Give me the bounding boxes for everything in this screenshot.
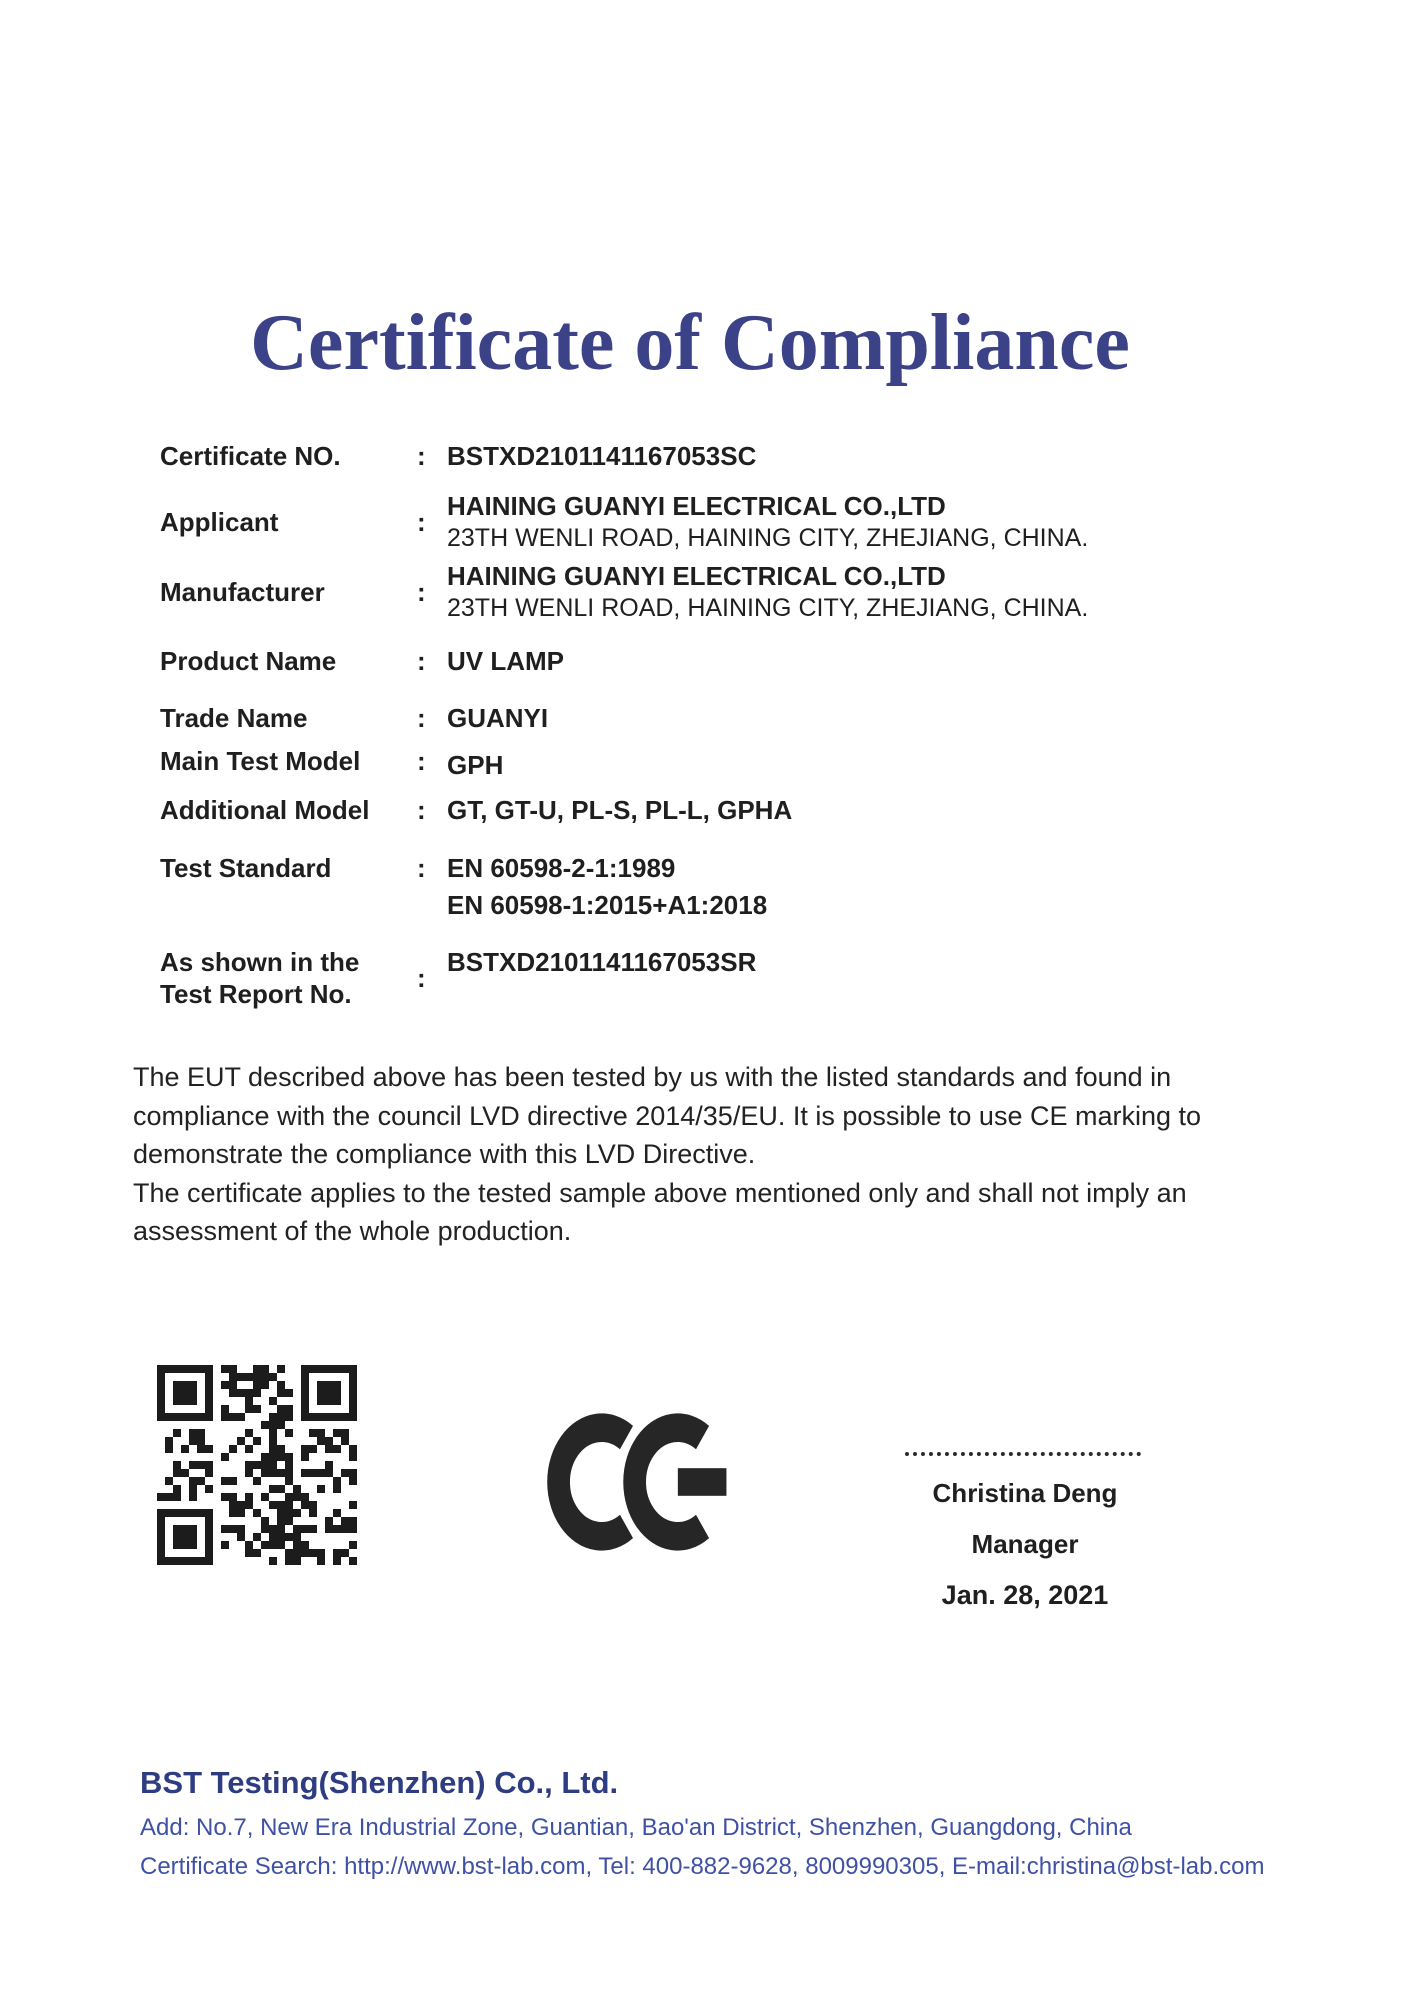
footer-address: Add: No.7, New Era Industrial Zone, Guantian, Bao'an District, Shenzhen, Guangdong, China <box>140 1814 1132 1841</box>
colon-separator: : <box>417 646 426 676</box>
product-name-label: Product Name <box>160 646 337 676</box>
certificate-title: Certificate of Compliance <box>250 299 1130 387</box>
colon-separator: : <box>417 703 426 733</box>
applicant-label: Applicant <box>160 507 279 537</box>
statement-paragraph-2: The certificate applies to the tested sample above mentioned only and shall not imply an assessment of the whole production. <box>133 1177 1187 1246</box>
colon-separator: : <box>417 795 426 825</box>
trade-name-label: Trade Name <box>160 703 308 733</box>
footer <box>140 1765 1264 1881</box>
additional-model-label: Additional Model <box>160 795 370 825</box>
colon-separator: : <box>417 441 426 471</box>
trade-name-value: GUANYI <box>447 703 549 733</box>
row-additional-model <box>160 794 792 826</box>
statement-paragraph-1: The EUT described above has been tested by us with the listed standards and found in compliance with the council LVD directive 2014/35/EU. It is possible to use CE marking to demonstrate the compliance with this LVD Directive. <box>133 1062 1202 1169</box>
compliance-statement <box>133 1058 1298 1251</box>
test-report-label: As shown in the Test Report No. <box>160 947 360 1009</box>
row-certificate-no <box>160 440 756 472</box>
main-test-model-label: Main Test Model <box>160 746 361 776</box>
signature-block <box>905 1452 1145 1611</box>
certificate-date: Jan. 28, 2021 <box>941 1580 1109 1610</box>
manufacturer-value <box>447 560 1088 624</box>
certificate-no-value: BSTXD2101141167053SC <box>447 441 757 471</box>
colon-separator: : <box>417 746 426 776</box>
footer-company-name: BST Testing(Shenzhen) Co., Ltd. <box>140 1765 619 1800</box>
applicant-address: 23TH WENLI ROAD, HAINING CITY, ZHEJIANG, CHINA. <box>447 524 1089 552</box>
row-manufacturer <box>160 560 1088 624</box>
main-test-model-value: GPH <box>447 750 504 780</box>
applicant-company: HAINING GUANYI ELECTRICAL CO.,LTD <box>447 491 946 521</box>
manufacturer-address: 23TH WENLI ROAD, HAINING CITY, ZHEJIANG, CHINA. <box>447 594 1089 622</box>
manufacturer-company: HAINING GUANYI ELECTRICAL CO.,LTD <box>447 561 946 591</box>
additional-model-value: GT, GT-U, PL-S, PL-L, GPHA <box>447 795 793 825</box>
colon-separator: : <box>417 963 426 993</box>
ce-mark-icon <box>543 1408 739 1561</box>
row-main-test-model <box>160 745 503 781</box>
test-standard-label: Test Standard <box>160 853 332 883</box>
row-product-name <box>160 645 564 677</box>
row-test-report-no <box>160 946 756 1010</box>
colon-separator: : <box>417 577 426 607</box>
signatory-role: Manager <box>971 1529 1079 1559</box>
test-standard-line2: EN 60598-1:2015+A1:2018 <box>447 890 768 920</box>
test-report-value: BSTXD2101141167053SR <box>447 947 757 977</box>
test-standard-line1: EN 60598-2-1:1989 <box>447 853 676 883</box>
row-trade-name <box>160 702 548 734</box>
qr-code <box>157 1365 357 1565</box>
row-applicant <box>160 490 1088 554</box>
certificate-no-label: Certificate NO. <box>160 441 341 471</box>
signature-line <box>905 1452 1141 1456</box>
row-test-standard <box>160 852 767 921</box>
product-name-value: UV LAMP <box>447 646 564 676</box>
footer-search-line: Certificate Search: http://www.bst-lab.com, Tel: 400-882-9628, 8009990305, E-mail:christina@bst-lab.com <box>140 1853 1265 1880</box>
colon-separator: : <box>417 853 426 883</box>
colon-separator: : <box>417 507 426 537</box>
test-standard-value <box>447 852 767 921</box>
applicant-value <box>447 490 1088 554</box>
signatory-name: Christina Deng <box>932 1478 1118 1508</box>
manufacturer-label: Manufacturer <box>160 577 325 607</box>
